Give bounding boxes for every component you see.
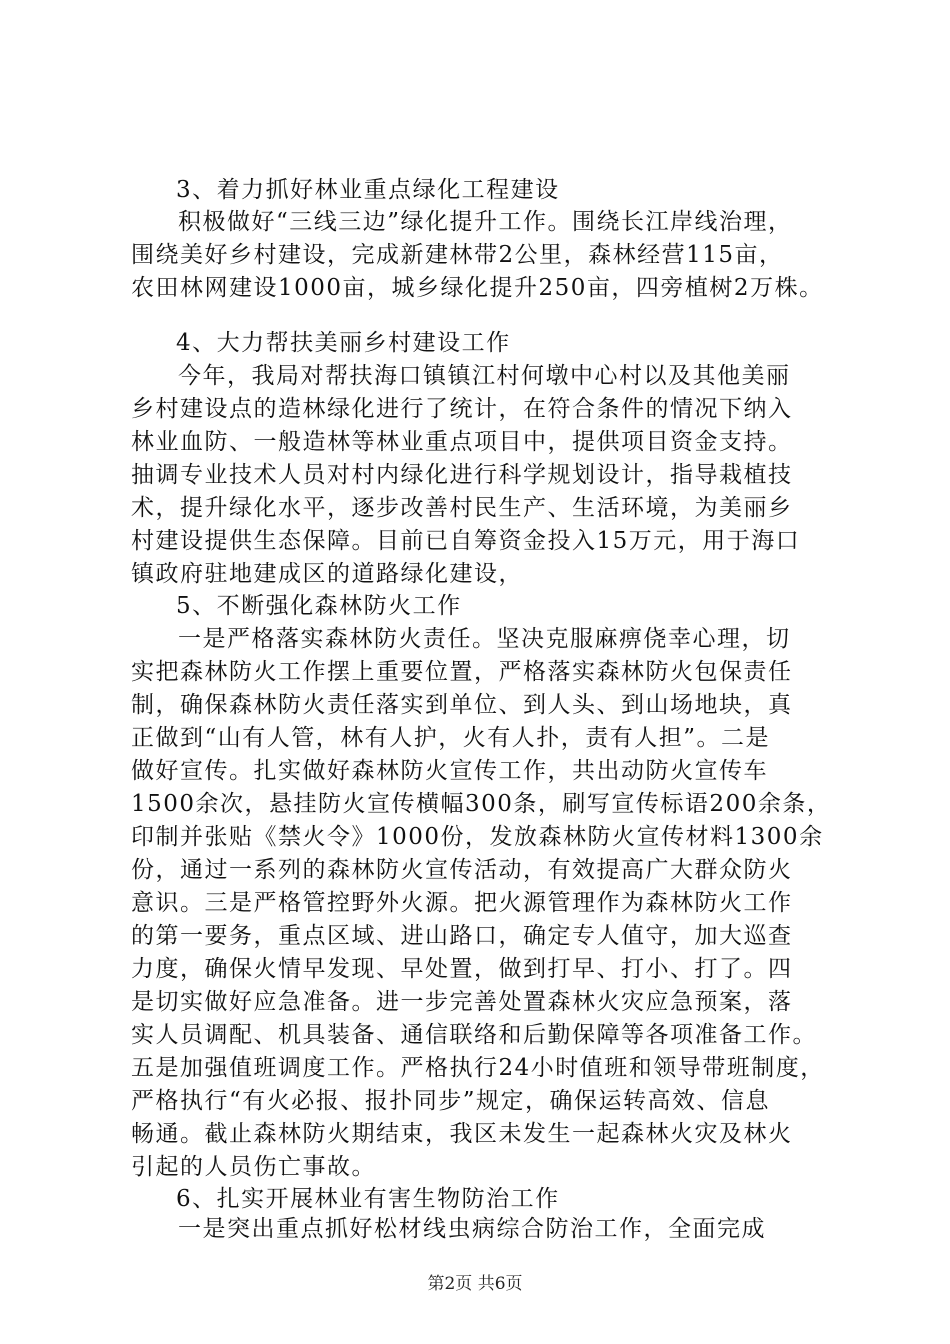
paragraph-line: 镇政府驻地建成区的道路绿化建设， bbox=[131, 561, 523, 587]
paragraph-line: 畅通。截止森林防火期结束，我区未发生一起森林火灾及林火 bbox=[131, 1121, 793, 1147]
paragraph-line: 力度，确保火情早发现、早处置，做到打早、打小、打了。四 bbox=[131, 956, 793, 982]
paragraph-line: 五是加强值班调度工作。严格执行24小时值班和领导带班制度， bbox=[131, 1055, 825, 1081]
paragraph-line: 实人员调配、机具装备、通信联络和后勤保障等各项准备工作。 bbox=[131, 1022, 817, 1048]
paragraph-line: 一是突出重点抓好松材线虫病综合防治工作，全面完成 bbox=[178, 1216, 766, 1242]
paragraph-line: 制，确保森林防火责任落实到单位、到人头、到山场地块，真 bbox=[131, 692, 793, 718]
paragraph-line: 做好宣传。扎实做好森林防火宣传工作，共出动防火宣传车 bbox=[131, 758, 768, 784]
section-heading: 5、不断强化森林防火工作 bbox=[176, 593, 462, 619]
paragraph-line: 实把森林防火工作摆上重要位置，严格落实森林防火包保责任 bbox=[131, 659, 793, 685]
paragraph-line: 份，通过一系列的森林防火宣传活动，有效提高广大群众防火 bbox=[131, 857, 793, 883]
paragraph-line: 严格执行“有火必报、报扑同步”规定，确保运转高效、信息 bbox=[131, 1088, 771, 1114]
paragraph-line: 术，提升绿化水平，逐步改善村民生产、生活环境，为美丽乡 bbox=[131, 495, 793, 521]
paragraph-line: 是切实做好应急准备。进一步完善处置森林火灾应急预案，落 bbox=[131, 989, 793, 1015]
paragraph-line: 引起的人员伤亡事故。 bbox=[131, 1154, 376, 1180]
section-heading: 4、大力帮扶美丽乡村建设工作 bbox=[176, 330, 511, 356]
paragraph-line: 围绕美好乡村建设，完成新建林带2公里，森林经营115亩， bbox=[131, 242, 784, 268]
paragraph-line: 的第一要务，重点区域、进山路口，确定专人值守，加大巡查 bbox=[131, 923, 793, 949]
paragraph-line: 村建设提供生态保障。目前已自筹资金投入15万元，用于海口 bbox=[131, 528, 801, 554]
paragraph-line: 林业血防、一般造林等林业重点项目中，提供项目资金支持。 bbox=[131, 429, 793, 455]
paragraph-line: 今年，我局对帮扶海口镇镇江村何墩中心村以及其他美丽 bbox=[178, 363, 791, 389]
paragraph-line: 积极做好“三线三边”绿化提升工作。围绕长江岸线治理， bbox=[178, 209, 793, 235]
paragraph-line: 乡村建设点的造林绿化进行了统计，在符合条件的情况下纳入 bbox=[131, 396, 793, 422]
section-heading: 6、扎实开展林业有害生物防治工作 bbox=[176, 1186, 560, 1212]
page-footer: 第2页 共6页 bbox=[427, 1274, 523, 1294]
paragraph-line: 抽调专业技术人员对村内绿化进行科学规划设计，指导栽植技 bbox=[131, 462, 793, 488]
paragraph-line: 一是严格落实森林防火责任。坚决克服麻痹侥幸心理，切 bbox=[178, 626, 791, 652]
paragraph-line: 意识。三是严格管控野外火源。把火源管理作为森林防火工作 bbox=[131, 890, 793, 916]
paragraph-line: 1500余次，悬挂防火宣传横幅300条，刷写宣传标语200余条， bbox=[131, 791, 832, 817]
paragraph-line: 农田林网建设1000亩，城乡绿化提升250亩，四旁植树2万株。 bbox=[131, 275, 824, 301]
paragraph-line: 正做到“山有人管，林有人护，火有人扑，责有人担”。二是 bbox=[131, 725, 771, 751]
paragraph-line: 印制并张贴《禁火令》1000份，发放森林防火宣传材料1300余 bbox=[131, 824, 824, 850]
section-heading: 3、着力抓好林业重点绿化工程建设 bbox=[176, 177, 560, 203]
